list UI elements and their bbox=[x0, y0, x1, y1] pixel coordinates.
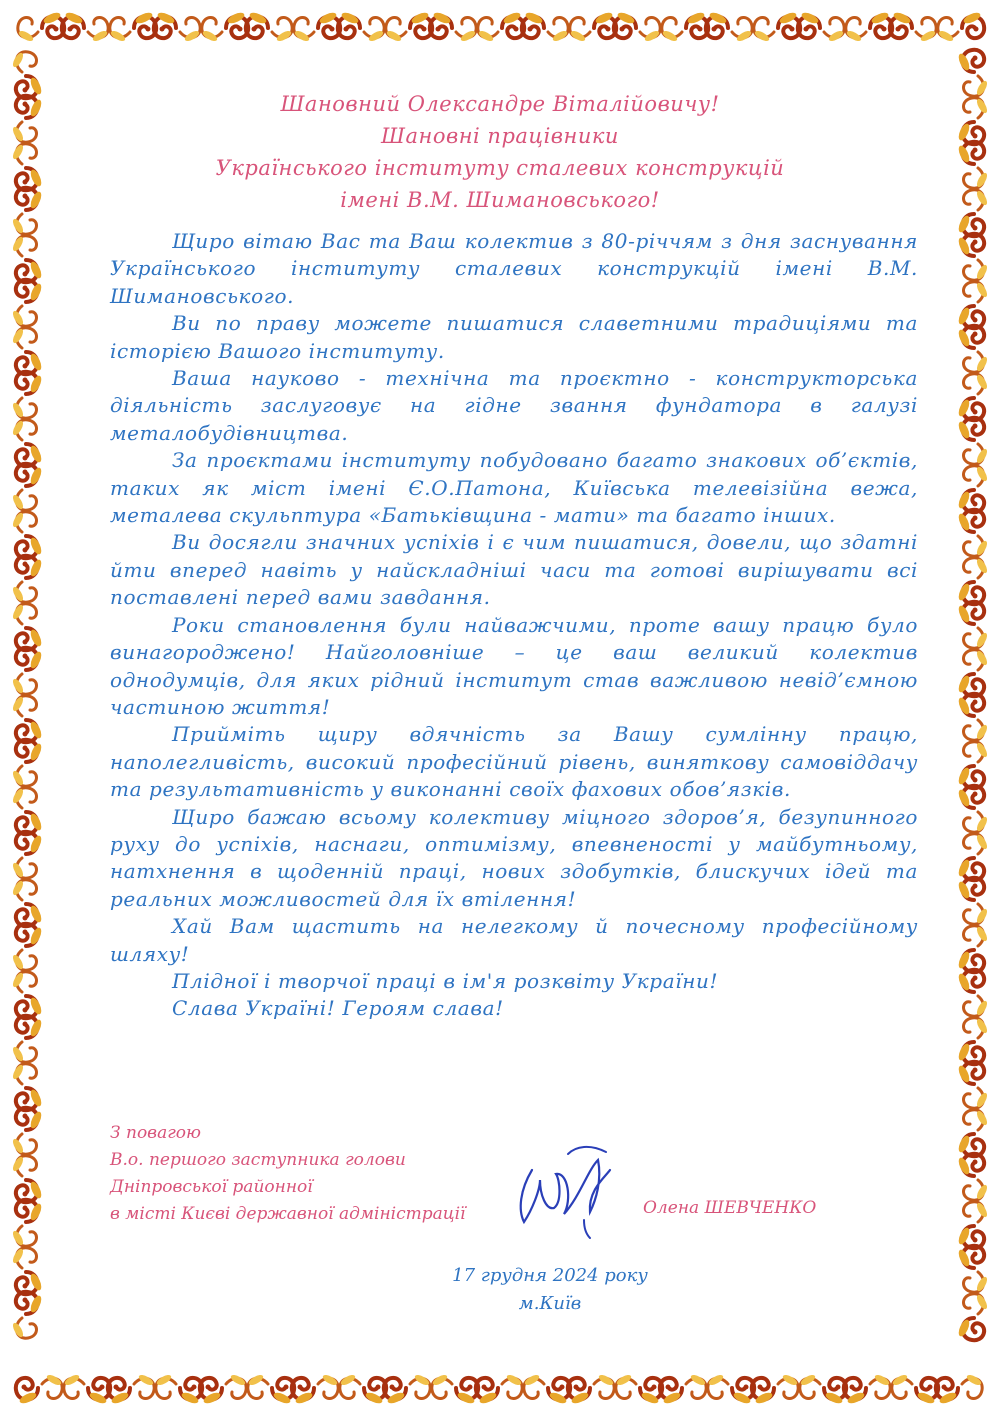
paragraph: За проєктами інституту побудовано багато знакових об’єктів, таких як міст імені Є.О.Патона, Київська телевізійна вежа, металева скульптура «Батьківщина - мати» та багато інших. bbox=[110, 448, 918, 528]
paragraph: Слава Україні! Героям слава! bbox=[172, 996, 504, 1021]
greeting-line-3: Українського інституту сталевих конструкцій bbox=[215, 156, 785, 180]
letter-body bbox=[110, 228, 918, 1023]
paragraph: Роки становлення були найважчими, проте вашу працю було винагороджено! Найголовніше – це ваш великий колектив однодумців, для яких рідний інститут став важливою невід’ємною частиною життя! bbox=[110, 612, 918, 719]
letter-place: м.Київ bbox=[518, 1293, 582, 1314]
position-line: Дніпровської районної bbox=[110, 1177, 313, 1197]
signer-name: Олена ШЕВЧЕНКО bbox=[643, 1198, 817, 1218]
greeting-line-1: Шановний Олександре Віталійовичу! bbox=[280, 92, 720, 116]
paragraph: Щиро вітаю Вас та Ваш колектив з 80-річчям з дня заснування Українського інституту сталевих конструкцій імені В.М. Шимановського. bbox=[110, 229, 918, 308]
greeting-line-2: Шановні працівники bbox=[381, 124, 619, 148]
paragraph: Плідної і творчої праці в ім'я розквіту України! bbox=[172, 968, 719, 993]
paragraph: Прийміть щиру вдячність за Вашу сумлінну працю, наполегливість, високий професійний рівень, виняткову самовіддачу та результативність у виконанні своїх фахових обов’язків. bbox=[110, 722, 918, 802]
letter-date: 17 грудня 2024 року bbox=[452, 1265, 648, 1286]
signature-block bbox=[110, 1120, 466, 1228]
position-line: В.о. першого заступника голови bbox=[110, 1150, 406, 1170]
closing-line: З повагою bbox=[110, 1123, 202, 1143]
paragraph: Ви по праву можете пишатися славетними традиціями та історією Вашого інституту. bbox=[110, 311, 918, 363]
paragraph: Ваша науково - технічна та проєктно - конструкторська діяльність заслуговує на гідне звання фундатора в галузі металобудівництва. bbox=[110, 366, 918, 445]
paragraph: Щиро бажаю всьому колективу міцного здоров’я, безупинного руху до успіхів, наснаги, оптимізму, впевненості у майбутньому, натхнення в щоденній праці, нових здобутків, блискучих ідей та реальних можливостей для їх втілення! bbox=[110, 804, 918, 911]
greeting-line-4: імені В.М. Шимановського! bbox=[340, 188, 660, 212]
paragraph: Хай Вам щастить на нелегкому й почесному професійному шляху! bbox=[110, 914, 918, 966]
paragraph: Ви досягли значних успіхів і є чим пишатися, довели, що здатні йти вперед навіть у найскладніші часи та готові вирішувати всі поставлені перед вами завдання. bbox=[110, 530, 918, 610]
position-line: в місті Києві державної адміністрації bbox=[110, 1204, 466, 1224]
handwritten-signature bbox=[510, 1140, 620, 1240]
date-block bbox=[420, 1262, 680, 1318]
